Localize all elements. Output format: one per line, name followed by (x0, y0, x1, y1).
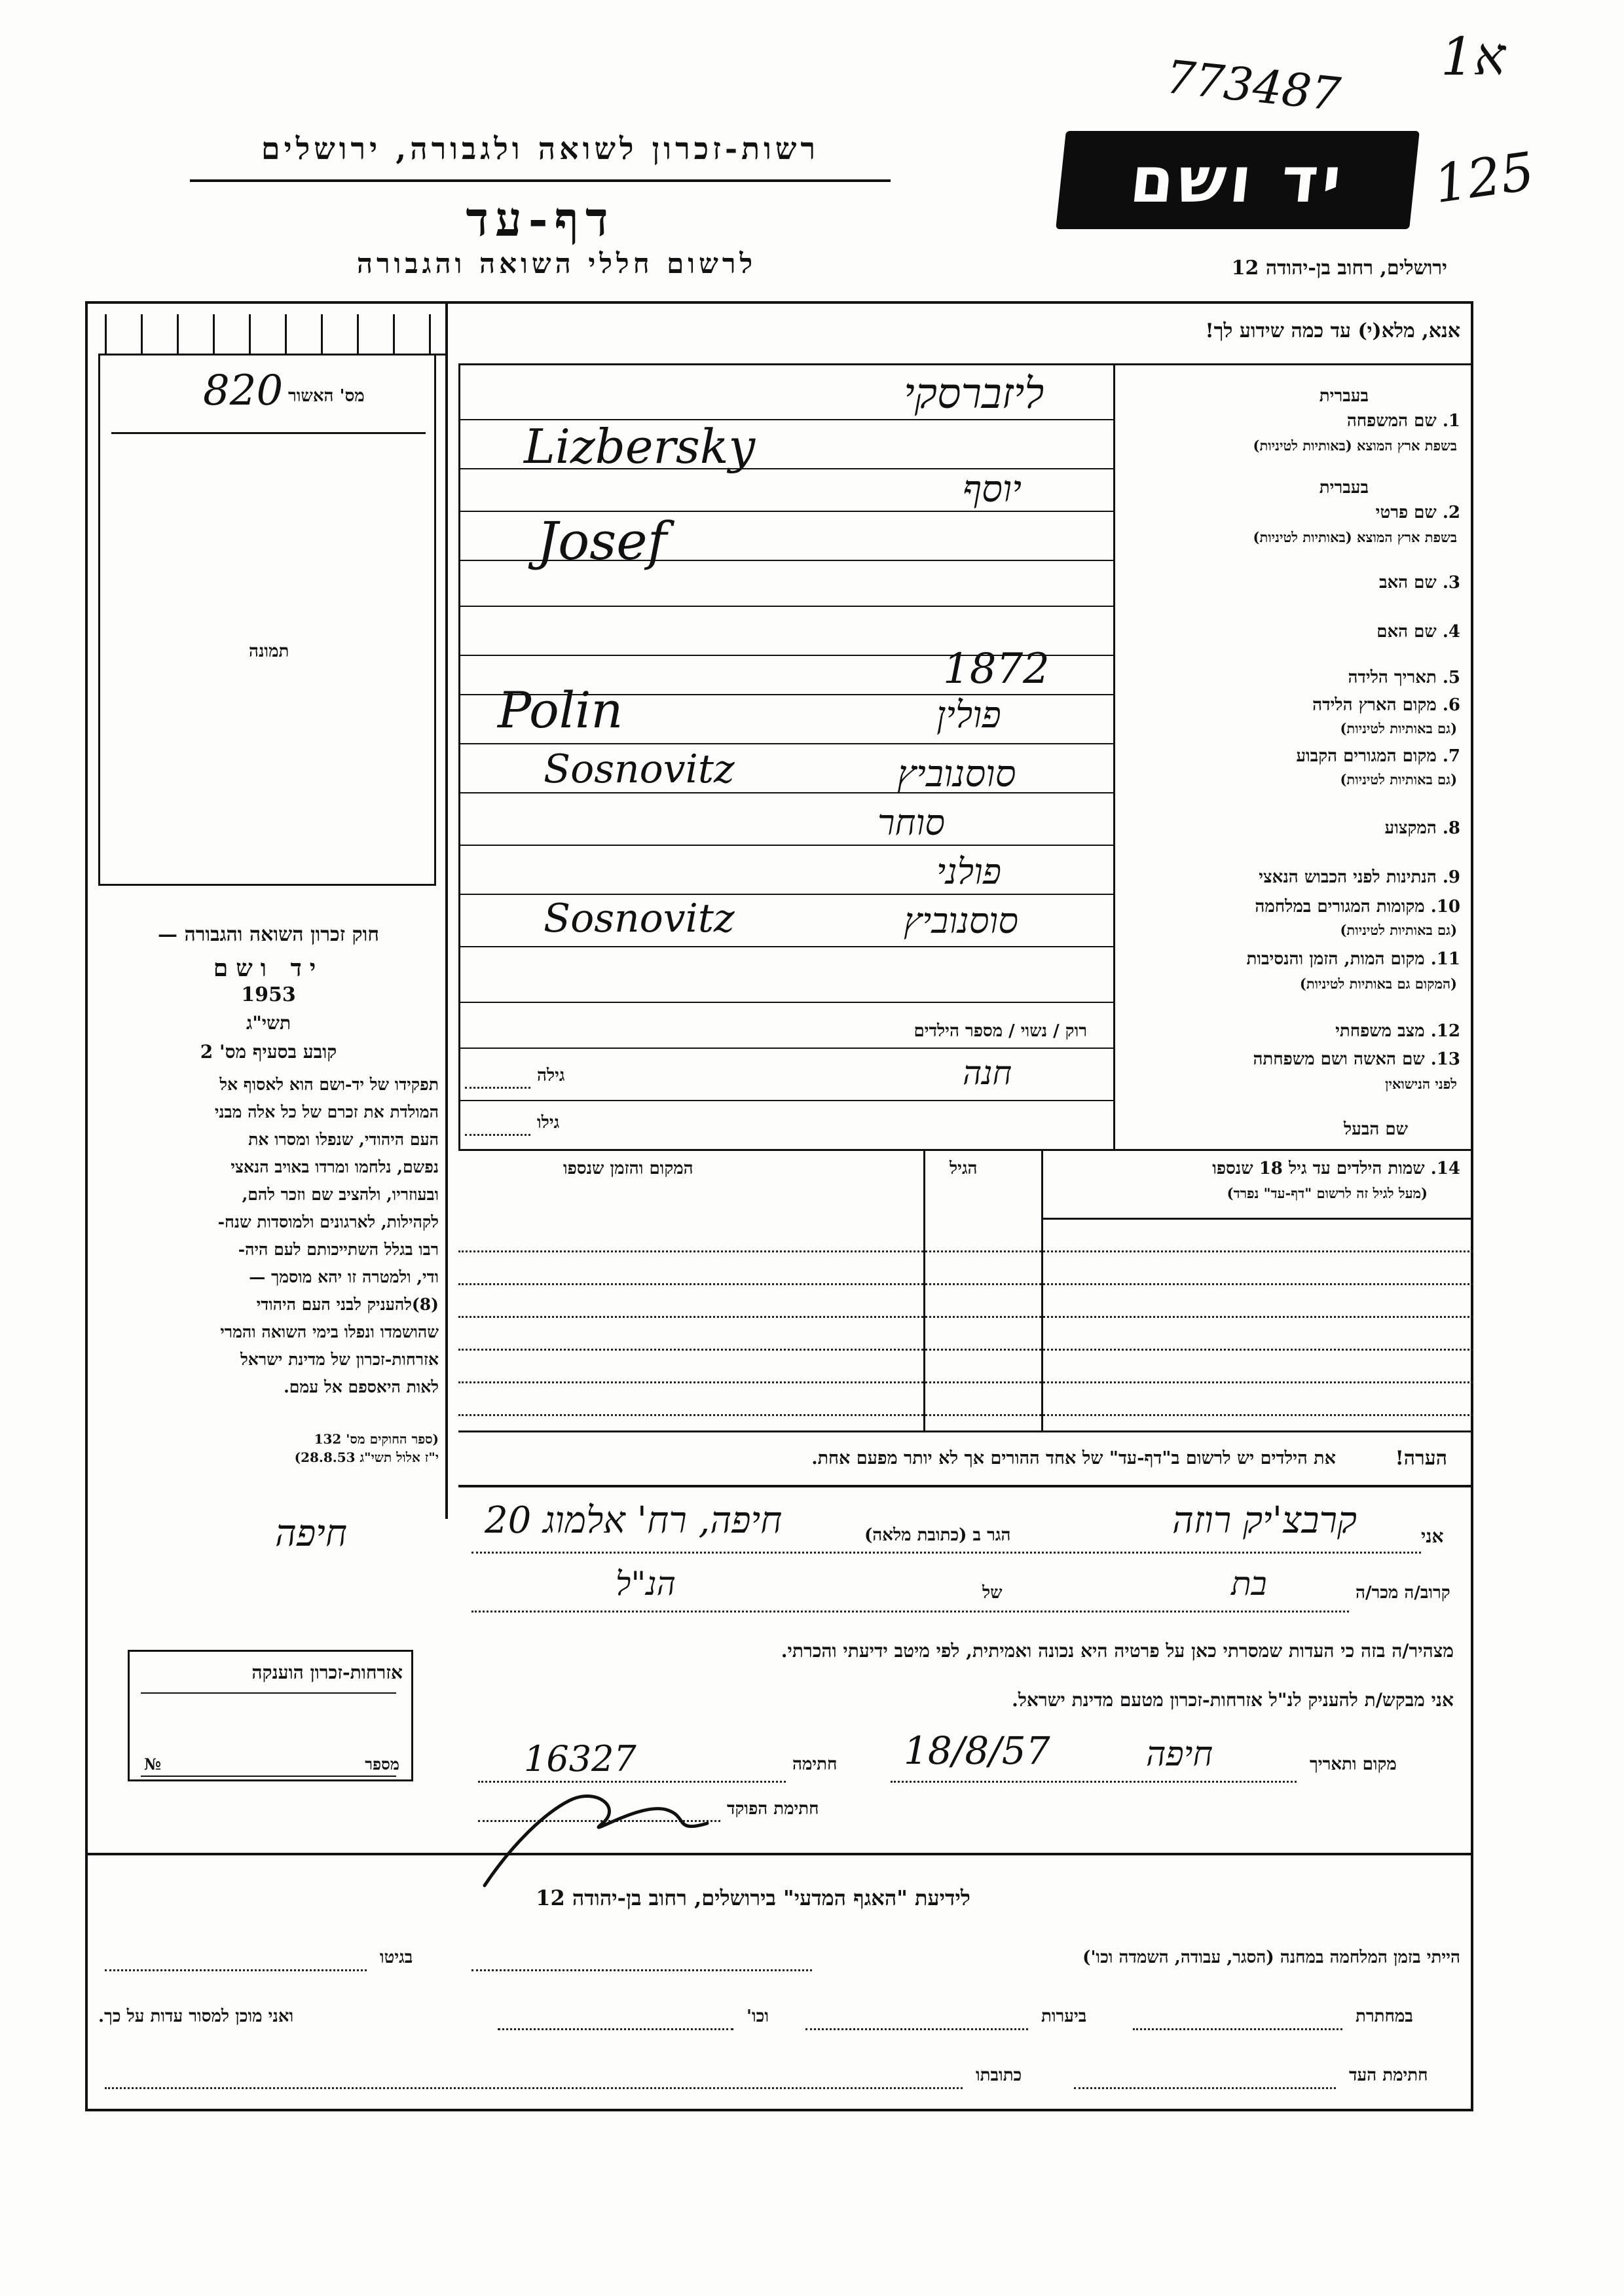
row-line (458, 1002, 1113, 1003)
f8-label: 8. המקצוע (1384, 818, 1460, 838)
footer-camp-label: הייתי בזמן המלחמה במחנה (הסגר, עבודה, השמדה וכו') (1082, 1948, 1460, 1967)
law-clause: קובע בסעיף מס' 2 (200, 1041, 337, 1063)
footer-forest-line (805, 2028, 1028, 2030)
f8-value[interactable]: סוחר (877, 802, 946, 843)
f7-latin-value[interactable]: Sosnovitz (544, 746, 735, 792)
of-label: של (982, 1583, 1003, 1603)
footer-forest-label: ביערות (1041, 2007, 1087, 2026)
stamp-title: אזרחות-זכרון הוענקה (251, 1662, 403, 1683)
children-row (458, 1316, 1473, 1318)
children-place-header: המקום והזמן שנספו (563, 1159, 693, 1178)
city-handwritten: חיפה (275, 1512, 347, 1555)
law-year-hebrew: תשי"ג (246, 1012, 291, 1034)
fill-prompt: אנא, מלא(י) עד כמה שידוע לך! (1205, 319, 1460, 342)
f7-label: 7. מקום המגורים הקבוע (1296, 746, 1460, 766)
approval-rule (98, 354, 445, 355)
footer-underground-line (1133, 2028, 1342, 2030)
declaration-statement: מצהיר/ה בזה כי העדות שמסרתי כאן על פרטיה היא נכונה ואמיתית, לפי מיטב ידיעתי והכרתי. (781, 1640, 1454, 1662)
f6-latin-value[interactable]: Polin (498, 681, 623, 739)
fields-label-divider (1113, 363, 1115, 1149)
footer-ghetto-label: בגיטו (380, 1948, 413, 1967)
law-line: רבו בגלל השתייכותם לעם היה- (238, 1240, 439, 1259)
f1-label: 1. שם המשפחה (1346, 411, 1460, 431)
footer-divider (85, 1853, 1473, 1855)
declarant-name[interactable]: קרבצ'יק רוזה (1172, 1499, 1357, 1542)
f12-options[interactable]: רוק / נשוי / מספר הילדים (913, 1021, 1087, 1041)
f12-label: 12. מצב משפחתי (1335, 1021, 1460, 1041)
law-text (98, 1071, 439, 1401)
footer-ghetto-line (105, 1969, 367, 1971)
approval-label: מס' האשור (288, 386, 365, 406)
form-title: דף-עד (466, 191, 615, 247)
citizenship-request: אני מבקש/ת להעניק לנ"ל אזרחות-זכרון מטעם מדינת ישראל. (1012, 1689, 1454, 1711)
stamp-number-label: מספר (365, 1755, 399, 1774)
relative-label: קרוב/ה מכר/ה (1356, 1583, 1450, 1603)
row-line (458, 845, 1113, 846)
husband-label: שם הבעל (1343, 1120, 1408, 1139)
archive-number: 773487 (1163, 50, 1343, 122)
signature-stroke (485, 1796, 707, 1886)
form-subtitle: לרשום חללי השואה והגבורה (356, 247, 757, 280)
children-row (458, 1349, 1473, 1351)
row-line (458, 1149, 1473, 1151)
f10-label: 10. מקומות המגורים במלחמה (1255, 897, 1460, 917)
logo-text: יד ושם (1126, 143, 1349, 217)
law-name: יד ושם (213, 955, 324, 982)
f11-sub: (המקום גם באותיות לטיניות) (1299, 975, 1457, 992)
f1-heb-label: בעברית (1319, 386, 1369, 406)
law-reference: (ספר החוקים מס' 132 (314, 1431, 439, 1447)
address-line (471, 1552, 1421, 1554)
wife-age-label: גילה (537, 1066, 565, 1085)
law-line: לקהילות, לארגונים ולמוסדות שנח- (217, 1212, 439, 1231)
row-line (458, 606, 1113, 607)
footer-address-label: כתובתו (976, 2066, 1022, 2085)
law-line: נפשם, נלחמו ומרדו באויב הנאצי (231, 1157, 439, 1176)
children-col-divider (1041, 1149, 1043, 1430)
children-row (458, 1250, 1473, 1252)
prompt-divider (458, 363, 1473, 365)
children-label: 14. שמות הילדים עד גיל 18 שנספו (1212, 1159, 1460, 1178)
f1-latin-value[interactable]: Lizbersky (524, 419, 756, 474)
yad-vashem-logo (1056, 131, 1420, 229)
row-line (458, 946, 1113, 947)
f6-sub: (גם באותיות לטיניות) (1340, 720, 1457, 737)
note-rule (458, 1430, 1473, 1432)
law-line: המולדת את זכרם של כל אלה מבני (214, 1102, 439, 1121)
note-label: הערה! (1395, 1447, 1447, 1470)
header-address: ירושלים, רחוב בן-יהודה 12 (1231, 257, 1447, 280)
wife-age-line (465, 1087, 530, 1089)
f7-hebrew-value[interactable]: סוסנוביץ (897, 753, 1016, 795)
f1-sub: בשפת ארץ המוצא (באותיות לטיניות) (1253, 437, 1457, 454)
children-row (458, 1414, 1473, 1416)
law-line: תפקידו של יד-ושם הוא לאסוף אל (219, 1075, 439, 1094)
f4-label: 4. שם האם (1376, 622, 1460, 642)
f5-label: 5. תאריך הלידה (1348, 668, 1460, 687)
f2-heb-label: בעברית (1319, 478, 1369, 498)
page-mark: 125 (1430, 140, 1538, 215)
relation-value[interactable]: בת (1231, 1565, 1267, 1603)
footer-etc-line (498, 2028, 733, 2030)
stamp-title-rule (141, 1692, 396, 1694)
note-text: את הילדים יש לרשום ב"דף-עד" של אחד ההורים אך לא יותר מפעם אחת. (811, 1448, 1336, 1468)
footer-willing-label: ואני מוכן למסור עדות על כך. (98, 2007, 294, 2026)
children-age-header: הגיל (950, 1159, 978, 1178)
f2-latin-value[interactable]: Josef (537, 511, 667, 572)
f3-label: 3. שם האב (1378, 573, 1460, 592)
corner-mark: 1א (1441, 26, 1505, 87)
f6-label: 6. מקום הארץ הלידה (1312, 695, 1460, 715)
f10-hebrew-value[interactable]: סוסנוביץ (904, 900, 1018, 941)
approval-value: 820 (203, 367, 284, 415)
law-reference-date: י"ז אלול תשי"ג 28.8.53) (294, 1449, 439, 1465)
f13-sub: לפני הנישואין (1385, 1076, 1457, 1092)
law-line: שהושמדו ונפלו בימי השואה והמרי (220, 1322, 439, 1341)
declarant-label: אני (1421, 1525, 1444, 1547)
law-line: אזרחות-זכרון של מדינת ישראל (240, 1350, 439, 1369)
footer-etc-label: וכו' (747, 2007, 769, 2026)
f6-hebrew-value[interactable]: פולין (936, 694, 1001, 737)
law-year: 1953 (241, 983, 296, 1006)
husband-age-label: גילו (537, 1113, 560, 1133)
f11-label: 11. מקום המות, הזמן והנסיבות (1246, 949, 1460, 969)
row-line (458, 743, 1113, 744)
place-value[interactable]: חיפה (1146, 1735, 1213, 1774)
footer-underground-label: במחתרת (1356, 2007, 1413, 2026)
note-bottom-rule (458, 1485, 1473, 1487)
children-row (458, 1283, 1473, 1285)
f13-label: 13. שם האשה ושם משפחתה (1253, 1049, 1460, 1069)
law-line: העם היהודי, שנפלו ומסרו את (248, 1130, 439, 1149)
f7-sub: (גם באותיות לטיניות) (1340, 771, 1457, 788)
stamp-number-rule (141, 1776, 396, 1777)
f10-latin-value[interactable]: Sosnovitz (544, 896, 735, 941)
children-col-divider (923, 1149, 925, 1430)
of-value[interactable]: הנ"ל (616, 1565, 676, 1603)
stamp-no-label: № (144, 1755, 162, 1774)
children-sub: (מעל לגיל זה לרשום "דף-עד" נפרד) (1227, 1185, 1428, 1201)
husband-age-line (465, 1134, 530, 1136)
approval-line (111, 432, 426, 434)
left-panel-divider (445, 301, 448, 1519)
approval-ticks (105, 314, 439, 354)
row-line (458, 1100, 1113, 1101)
date-value[interactable]: 18/8/57 (904, 1728, 1050, 1773)
residing-label: הגר ב (כתובת מלאה) (864, 1525, 1011, 1545)
footer-witness-sig-label: חתימת העד (1349, 2066, 1428, 2085)
fields-left-border (458, 363, 460, 1149)
f10-sub: (גם באותיות לטיניות) (1340, 922, 1457, 938)
f2-hebrew-value[interactable]: יוסף (963, 468, 1022, 511)
declarant-address[interactable]: חיפה, רח' אלמוג 20 (485, 1499, 783, 1542)
footer-address-line (105, 2087, 963, 2089)
officer-label: חתימת הפוקד (727, 1799, 819, 1819)
institution-name: רשות-זכרון לשואה ולגבורה, ירושלים (261, 131, 820, 166)
f1-hebrew-value[interactable]: ליזברסקי (904, 370, 1044, 418)
footer-title: לידיעת "האגף המדעי" בירושלים, רחוב בן-יהודה 12 (536, 1886, 970, 1910)
signature-value[interactable]: 16327 (524, 1738, 637, 1779)
children-header-rule (1043, 1218, 1473, 1220)
row-line (458, 894, 1113, 895)
law-line: לאות היאספם אל עמם. (284, 1377, 439, 1396)
signature-label: חתימה (792, 1755, 838, 1774)
law-line: ובעוזריו, ולהציב שם וזכר להם, (242, 1185, 439, 1204)
f5-value[interactable]: 1872 (943, 645, 1050, 693)
f2-sub: בשפת ארץ המוצא (באותיות לטיניות) (1253, 529, 1457, 545)
footer-witness-sig-line (1074, 2087, 1336, 2089)
row-line (458, 1048, 1113, 1049)
f9-label: 9. הנתינות לפני הכבוש הנאצי (1259, 867, 1460, 887)
footer-camp-line (471, 1969, 812, 1971)
relative-line (471, 1611, 1349, 1613)
place-date-line (891, 1781, 1297, 1783)
law-title: חוק זכרון השואה והגבורה — (158, 923, 379, 946)
children-row (458, 1381, 1473, 1383)
f2-label: 2. שם פרטי (1375, 503, 1460, 522)
place-date-label: מקום ותאריך (1310, 1755, 1397, 1774)
law-line: ודי, ולמטרה זו יהא מוסמך — (249, 1267, 439, 1286)
f13-value[interactable]: חנה (963, 1054, 1012, 1092)
header-underline (190, 179, 891, 182)
officer-signature (471, 1761, 747, 1892)
law-line: (8)להעניק לבני העם היהודי (256, 1295, 439, 1314)
f9-value[interactable]: פולני (936, 851, 1002, 892)
photo-label: תמונה (249, 642, 289, 661)
